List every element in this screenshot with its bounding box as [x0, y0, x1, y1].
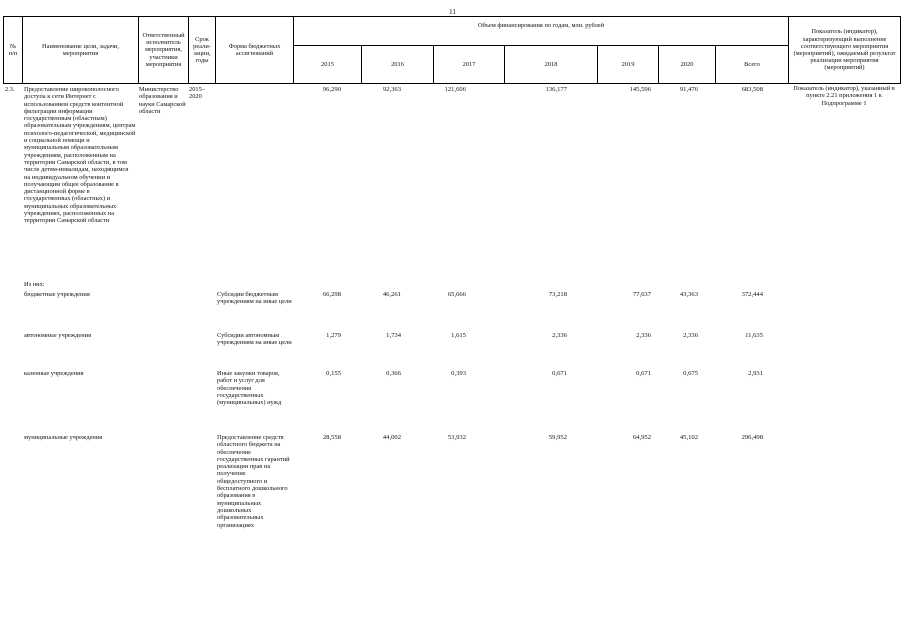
subrow-value: 0,155 — [326, 370, 341, 377]
header-year-2015: 2015 — [321, 60, 334, 68]
subrow-name: автономные учреждения — [24, 332, 92, 339]
header-year-2018: 2018 — [544, 60, 558, 68]
row-num: 2.3. — [5, 86, 15, 93]
subrow-value: 2,336 — [636, 332, 651, 339]
subrow-value: 65,666 — [447, 291, 466, 298]
header-total: Всего — [744, 60, 760, 68]
header-indicator: Показатель (индикатор), характеризующий выполнение соответствующего мероприятия (мероприятий), ожидаемый результат реализации мероприятия (мероприятий) — [793, 28, 896, 72]
header-term: Срок реали-зации, годы — [193, 35, 211, 65]
header-form: Форма бюджетных ассигнований — [228, 42, 281, 57]
subrow-value: 64,952 — [632, 434, 651, 441]
subrow-value: 0,366 — [386, 370, 401, 377]
subrow-value: 0,671 — [636, 370, 651, 377]
subrow-value: 1,615 — [451, 332, 466, 339]
header-responsible: Ответственный исполнитель мероприятия, участники мероприятия — [142, 31, 185, 68]
row-term: 2015–2020 — [189, 86, 205, 101]
subrow-value: 43,363 — [679, 291, 698, 298]
subrow-value: 2,336 — [683, 332, 698, 339]
header-year-2020: 2020 — [680, 60, 694, 68]
subrow-value: 73,218 — [548, 291, 567, 298]
subrow-value: 0,393 — [451, 370, 466, 377]
header-name: Наименование цели, задачи, мероприятия — [42, 42, 119, 57]
subrow-value-total: 11,635 — [745, 332, 763, 339]
header-year-2016: 2016 — [391, 60, 404, 68]
subrow-name: бюджетные учреждения — [24, 291, 90, 298]
subrow-value-total: 372,444 — [741, 291, 763, 298]
header-funding: Объем финансирования по годам, млн. рублей — [477, 22, 605, 30]
row-value-2019: 145,596 — [629, 86, 651, 93]
subrow-value: 46,261 — [382, 291, 401, 298]
subrow-value: 2,336 — [552, 332, 567, 339]
row-responsible: Министерство образования и науки Самарской области — [139, 86, 186, 115]
row-value-2017: 121,606 — [444, 86, 466, 93]
subrow-value: 1,279 — [326, 332, 341, 339]
subrow-value: 1,734 — [386, 332, 401, 339]
subrow-name: казенные учреждения — [24, 370, 84, 377]
table-header — [3, 16, 901, 84]
page-number: 11 — [449, 8, 456, 16]
subrow-value: 45,102 — [679, 434, 698, 441]
subrow-value: 0,675 — [683, 370, 698, 377]
row-value-2015: 96,290 — [322, 86, 341, 93]
row-name: Предоставление широкополосного доступа к сети Интернет с использованием средств контентной фильтрации информации государственным (областным) образовательным учреждениям, центрам психолого-педагогической, медицинской и социальной помощи и муниципальным образовательным учреждениям, расположенным на территории Самарской области, в том числе детям-инвалидам, находящимся на индивидуальном обучении и получающим общее образование в дистанционной форме в государственных (областных) и муниципальных образовательных учреждениях, расположенных на территории Самарской области — [24, 86, 136, 225]
row-value-2020: 91,476 — [679, 86, 698, 93]
subrow-form: Субсидии бюджетным учреждениям на иные цели — [217, 291, 292, 306]
subrow-value: 66,298 — [322, 291, 341, 298]
header-num: № п/п — [8, 42, 18, 57]
row-value-total: 683,508 — [741, 86, 763, 93]
subrow-form: Субсидии автономным учреждениям на иные цели — [217, 332, 292, 347]
subrow-value: 28,558 — [322, 434, 341, 441]
of-them-label: Из них: — [24, 281, 45, 288]
subrow-value: 77,637 — [632, 291, 651, 298]
subrow-form: Иные закупки товаров, работ и услуг для обеспечения государственных (муниципальных) нужд — [217, 370, 282, 407]
subrow-value: 53,932 — [447, 434, 466, 441]
subrow-value: 44,002 — [382, 434, 401, 441]
header-year-2017: 2017 — [462, 60, 476, 68]
subrow-form: Предоставление средств областного бюджета на обеспечение государственных гарантий реализации прав на получение общедоступного и бесплатного дошкольного образования в муниципальных дошкольных образовательных организациях — [217, 434, 290, 529]
row-value-2018: 136,177 — [545, 86, 567, 93]
row-value-2016: 92,363 — [382, 86, 401, 93]
subrow-value: 0,671 — [552, 370, 567, 377]
subrow-name: муниципальные учреждения — [24, 434, 103, 441]
subrow-value: 59,952 — [548, 434, 567, 441]
subrow-value-total: 296,498 — [741, 434, 763, 441]
header-year-2019: 2019 — [621, 60, 635, 68]
subrow-value-total: 2,931 — [748, 370, 763, 377]
row-indicator: Показатель (индикатор), указанный в пункте 2.21 приложения 1 к Подпрограмме 1 — [793, 85, 895, 107]
